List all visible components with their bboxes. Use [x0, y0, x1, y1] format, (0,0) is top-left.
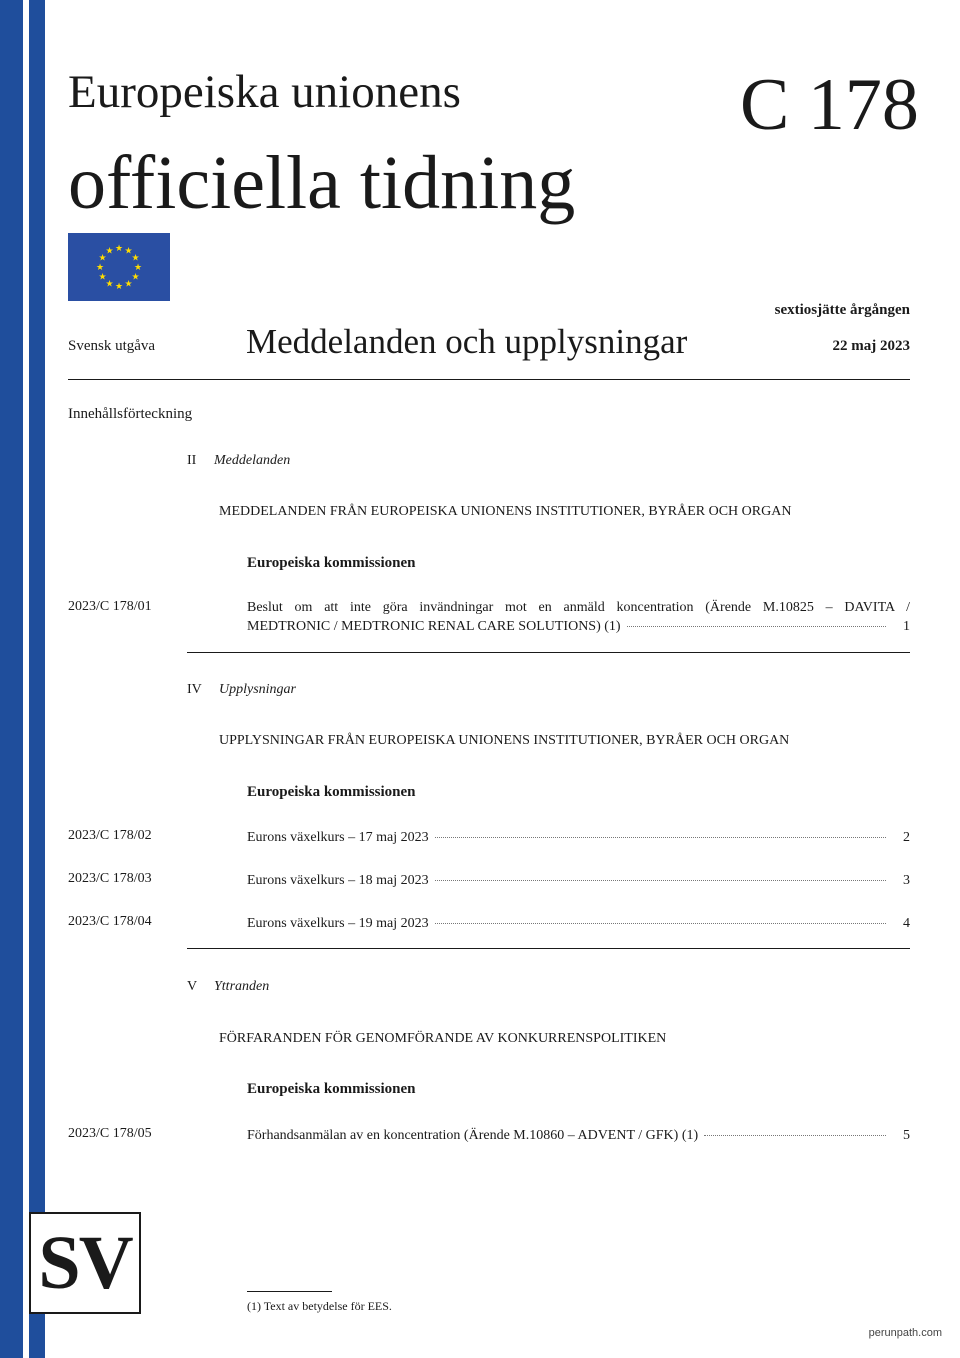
- entry-page: 4: [903, 916, 910, 931]
- left-blue-bar-outer: [0, 0, 23, 1358]
- svg-text:★: ★: [133, 263, 143, 273]
- entry-page: 1: [903, 619, 910, 634]
- language-code-box: [29, 1212, 141, 1314]
- language-code: SV: [38, 1221, 132, 1305]
- journal-title-line2: officiella tidning: [68, 141, 576, 225]
- svg-text:★: ★: [114, 282, 124, 292]
- entry-ref: 2023/C 178/03: [68, 871, 152, 886]
- entry-ref: 2023/C 178/04: [68, 914, 152, 929]
- part-name: Yttranden: [214, 979, 270, 994]
- part-divider: [187, 948, 910, 949]
- entry-page: 2: [903, 830, 910, 845]
- group-heading: UPPLYSNINGAR FRÅN EUROPEISKA UNIONENS INSTITUTIONER, BYRÅER OCH ORGAN: [219, 733, 790, 748]
- svg-text:★: ★: [124, 246, 133, 257]
- edition-label: Svensk utgåva: [68, 338, 156, 354]
- svg-text:★: ★: [105, 246, 114, 257]
- entry-title: Eurons växelkurs – 19 maj 2023: [247, 916, 429, 931]
- entry-ref: 2023/C 178/01: [68, 599, 152, 614]
- eu-flag-icon: [68, 233, 170, 301]
- svg-text:★: ★: [105, 279, 114, 290]
- entry-title: Eurons växelkurs – 18 maj 2023: [247, 873, 429, 888]
- leader-dots: [627, 614, 886, 627]
- author-heading: Europeiska kommissionen: [247, 784, 416, 800]
- series-title: Meddelanden och upplysningar: [246, 322, 688, 361]
- entry-page: 3: [903, 873, 910, 888]
- author-heading: Europeiska kommissionen: [247, 555, 416, 571]
- publication-date: 22 maj 2023: [832, 338, 910, 354]
- left-blue-bar-inner: [29, 0, 45, 1358]
- entry-ref: 2023/C 178/05: [68, 1126, 152, 1141]
- toc-entry[interactable]: [247, 1126, 910, 1145]
- part-number: V: [187, 979, 198, 994]
- svg-text:★: ★: [95, 263, 105, 273]
- author-heading: Europeiska kommissionen: [247, 1081, 416, 1097]
- year-volume: sextiosjätte årgången: [774, 302, 910, 318]
- entry-title-line1: Beslut om att inte göra invändningar mot en anmäld koncentration (Ärende M.10825 – DAVITA /: [247, 600, 910, 615]
- part-number: IV: [187, 682, 202, 697]
- toc-entry[interactable]: [247, 914, 910, 933]
- footnote-rule: [247, 1291, 332, 1292]
- entry-title: Förhandsanmälan av en koncentration (Ärende M.10860 – ADVENT / GFK) (1): [247, 1128, 699, 1143]
- svg-text:★: ★: [114, 244, 124, 254]
- leader-dots: [435, 825, 886, 838]
- toc-entry[interactable]: [247, 599, 910, 636]
- entry-page: 5: [903, 1128, 910, 1143]
- watermark: perunpath.com: [868, 1327, 942, 1339]
- group-heading: FÖRFARANDEN FÖR GENOMFÖRANDE AV KONKURRENSPOLITIKEN: [219, 1031, 667, 1046]
- group-heading: MEDDELANDEN FRÅN EUROPEISKA UNIONENS INSTITUTIONER, BYRÅER OCH ORGAN: [219, 504, 792, 519]
- entry-ref: 2023/C 178/02: [68, 828, 152, 843]
- toc-label: Innehållsförteckning: [68, 406, 193, 422]
- leader-dots: [435, 911, 886, 924]
- journal-title-line1: Europeiska unionens: [68, 66, 461, 118]
- issue-number: C 178: [740, 64, 919, 146]
- toc-entry[interactable]: [247, 828, 910, 847]
- svg-text:★: ★: [131, 272, 140, 283]
- part-name: Meddelanden: [214, 453, 291, 468]
- footnote: (1) Text av betydelse för EES.: [247, 1299, 392, 1313]
- toc-entry[interactable]: [247, 871, 910, 890]
- svg-text:★: ★: [131, 253, 140, 264]
- svg-text:★: ★: [98, 253, 107, 264]
- header-divider: [68, 379, 910, 380]
- entry-title: Eurons växelkurs – 17 maj 2023: [247, 830, 429, 845]
- leader-dots: [435, 868, 886, 881]
- svg-text:★: ★: [98, 272, 107, 283]
- part-name: Upplysningar: [219, 682, 296, 697]
- entry-title-line2: MEDTRONIC / MEDTRONIC RENAL CARE SOLUTIONS) (1): [247, 619, 621, 634]
- svg-text:★: ★: [124, 279, 133, 290]
- part-number: II: [187, 453, 197, 468]
- part-divider: [187, 652, 910, 653]
- leader-dots: [704, 1123, 886, 1136]
